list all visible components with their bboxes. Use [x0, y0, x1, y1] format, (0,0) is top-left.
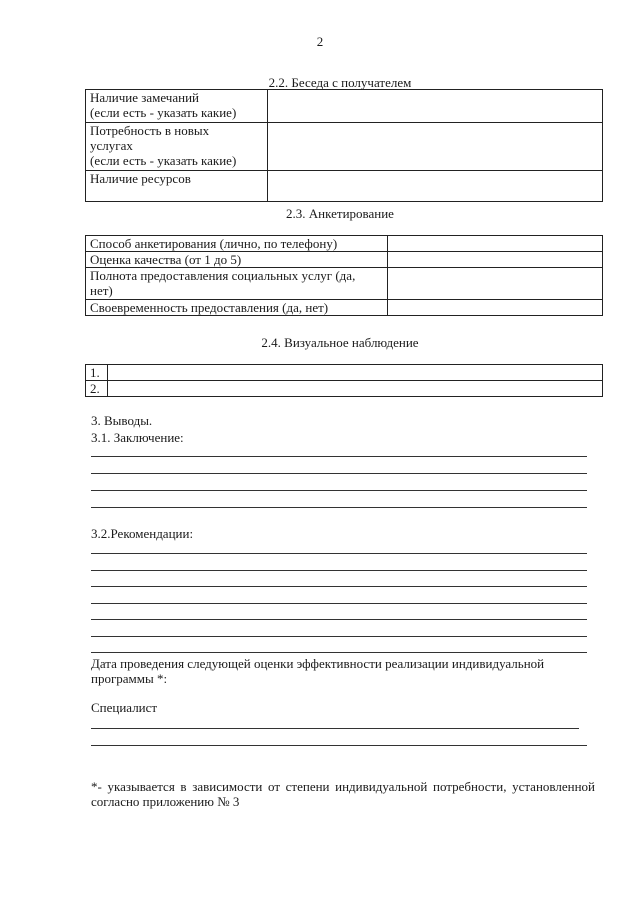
page-number: 2 — [316, 34, 324, 49]
write-line[interactable] — [91, 456, 587, 457]
write-line[interactable] — [91, 586, 587, 587]
table-visual-observation — [85, 364, 603, 397]
table-cell-label: Способ анкетирования (лично, по телефону) — [86, 236, 388, 252]
table-row — [86, 123, 603, 171]
section-3-1-title: 3.1. Заключение: — [91, 430, 184, 445]
table-cell-value[interactable] — [388, 300, 603, 316]
write-line[interactable] — [91, 619, 587, 620]
table-row — [86, 300, 603, 316]
table-row — [86, 90, 603, 123]
table-row — [86, 365, 603, 381]
table-row — [86, 236, 603, 252]
table-cell-number: 2. — [86, 381, 108, 397]
table-cell-value[interactable] — [268, 171, 603, 202]
write-line[interactable] — [91, 553, 587, 554]
table-cell-value[interactable] — [268, 90, 603, 123]
table-conversation — [85, 89, 603, 202]
signature-line[interactable] — [91, 728, 579, 729]
table-survey — [85, 235, 603, 316]
table-row — [86, 171, 603, 202]
table-cell-value[interactable] — [108, 365, 603, 381]
signature-line[interactable] — [91, 745, 587, 746]
table-row — [86, 268, 603, 300]
table-cell-value[interactable] — [268, 123, 603, 171]
table-cell-label: Оценка качества (от 1 до 5) — [86, 252, 388, 268]
table-cell-value[interactable] — [388, 236, 603, 252]
section-2-2-title: 2.2. Беседа с получателем — [268, 75, 412, 90]
footnote: *- указывается в зависимости от степени индивидуальной потребности, установленной согласно приложению № 3 — [91, 779, 595, 809]
specialist-label: Специалист — [91, 700, 158, 715]
table-row — [86, 381, 603, 397]
table-cell-value[interactable] — [388, 252, 603, 268]
table-cell-label: Наличие замечаний (если есть - указать какие) — [86, 90, 268, 123]
write-line[interactable] — [91, 473, 587, 474]
table-cell-value[interactable] — [388, 268, 603, 300]
write-line[interactable] — [91, 603, 587, 604]
table-cell-label: Наличие ресурсов — [86, 171, 268, 202]
table-cell-value[interactable] — [108, 381, 603, 397]
section-2-4-title: 2.4. Визуальное наблюдение — [261, 335, 419, 350]
write-line[interactable] — [91, 507, 587, 508]
section-3-title: 3. Выводы. — [91, 413, 153, 428]
section-3-2-title: 3.2.Рекомендации: — [91, 526, 194, 541]
write-line[interactable] — [91, 570, 587, 571]
write-line[interactable] — [91, 490, 587, 491]
table-cell-label: Полнота предоставления социальных услуг (да, нет) — [86, 268, 388, 300]
table-row — [86, 252, 603, 268]
section-2-3-title: 2.3. Анкетирование — [286, 206, 394, 221]
next-evaluation-date-label: Дата проведения следующей оценки эффективности реализации индивидуальной программы *: — [91, 656, 545, 686]
write-line[interactable] — [91, 636, 587, 637]
write-line[interactable] — [91, 652, 587, 653]
table-cell-number: 1. — [86, 365, 108, 381]
table-cell-label: Потребность в новых услугах (если есть - указать какие) — [86, 123, 268, 171]
table-cell-label: Своевременность предоставления (да, нет) — [86, 300, 388, 316]
